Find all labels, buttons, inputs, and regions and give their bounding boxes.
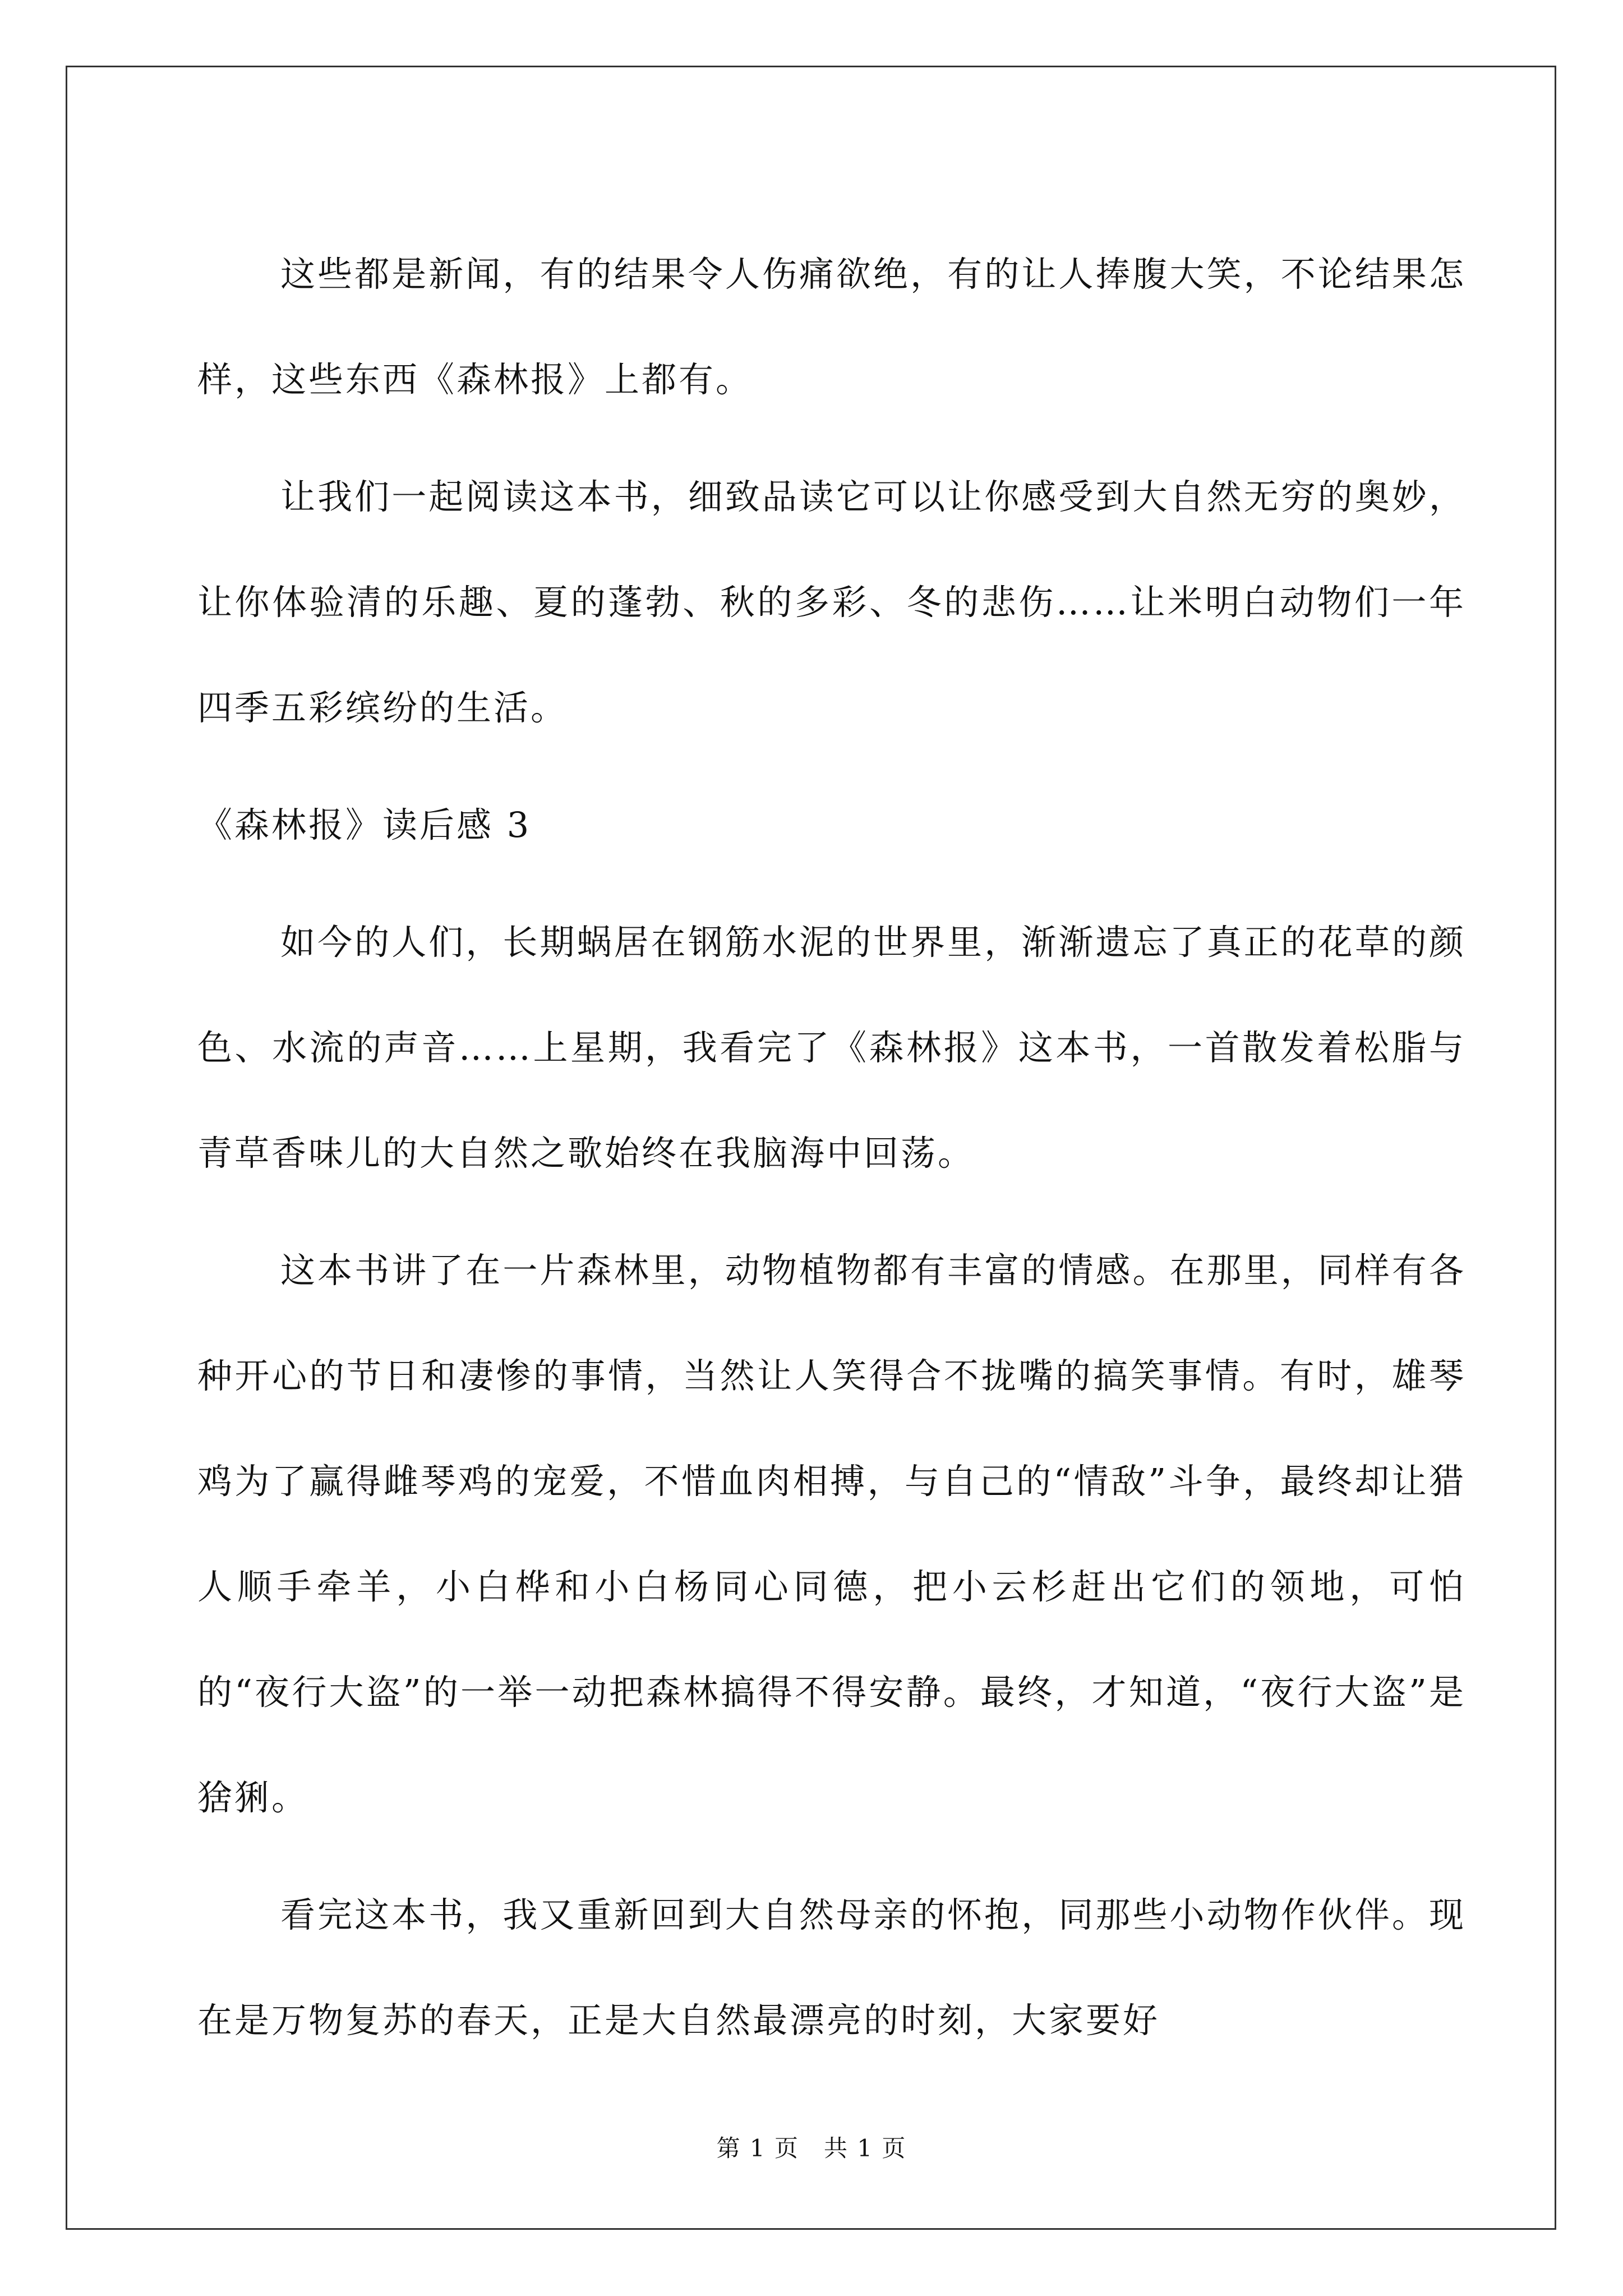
page-footer: 第 1 页 共 1 页 [716,2134,907,2162]
paragraph-3: 如今的人们，长期蜗居在钢筋水泥的世界里，渐渐遗忘了真正的花草的颜色、水流的声音……上星期，我看完了《森林报》这本书，一首散发着松脂与青草香味儿的大自然之歌始终在我脑海中回荡。 [197,922,1466,1174]
paragraph-1: 这些都是新闻，有的结果令人伤痛欲绝，有的让人捧腹大笑，不论结果怎样，这些东西《森林报》上都有。 [197,254,1466,400]
document-body [197,222,1466,2085]
paragraph-2: 让我们一起阅读这本书，细致品读它可以让你感受到大自然无穷的奥妙，让你体验清的乐趣、夏的蓬勃、秋的多彩、冬的悲伤……让米明白动物们一年四季五彩缤纷的生活。 [197,476,1466,728]
section-title: 《森林报》读后感 3 [197,804,532,845]
paragraph-5: 看完这本书，我又重新回到大自然母亲的怀抱，同那些小动物作伙伴。现在是万物复苏的春天，正是大自然最漂亮的时刻，大家要好 [197,1894,1466,2041]
paragraph-4: 这本书讲了在一片森林里，动物植物都有丰富的情感。在那里，同样有各种开心的节日和凄惨的事情，当然让人笑得合不拢嘴的搞笑事情。有时，雄琴鸡为了赢得雌琴鸡的宠爱，不惜血肉相搏，与自己的“情敌”斗争，最终却让猎人顺手牵羊，小白桦和小白杨同心同德，把小云杉赶出它们的领地，可怕的“夜行大盗”的一举一动把森林搞得不得安静。最终，才知道，“夜行大盗”是猞猁。 [197,1250,1466,1818]
